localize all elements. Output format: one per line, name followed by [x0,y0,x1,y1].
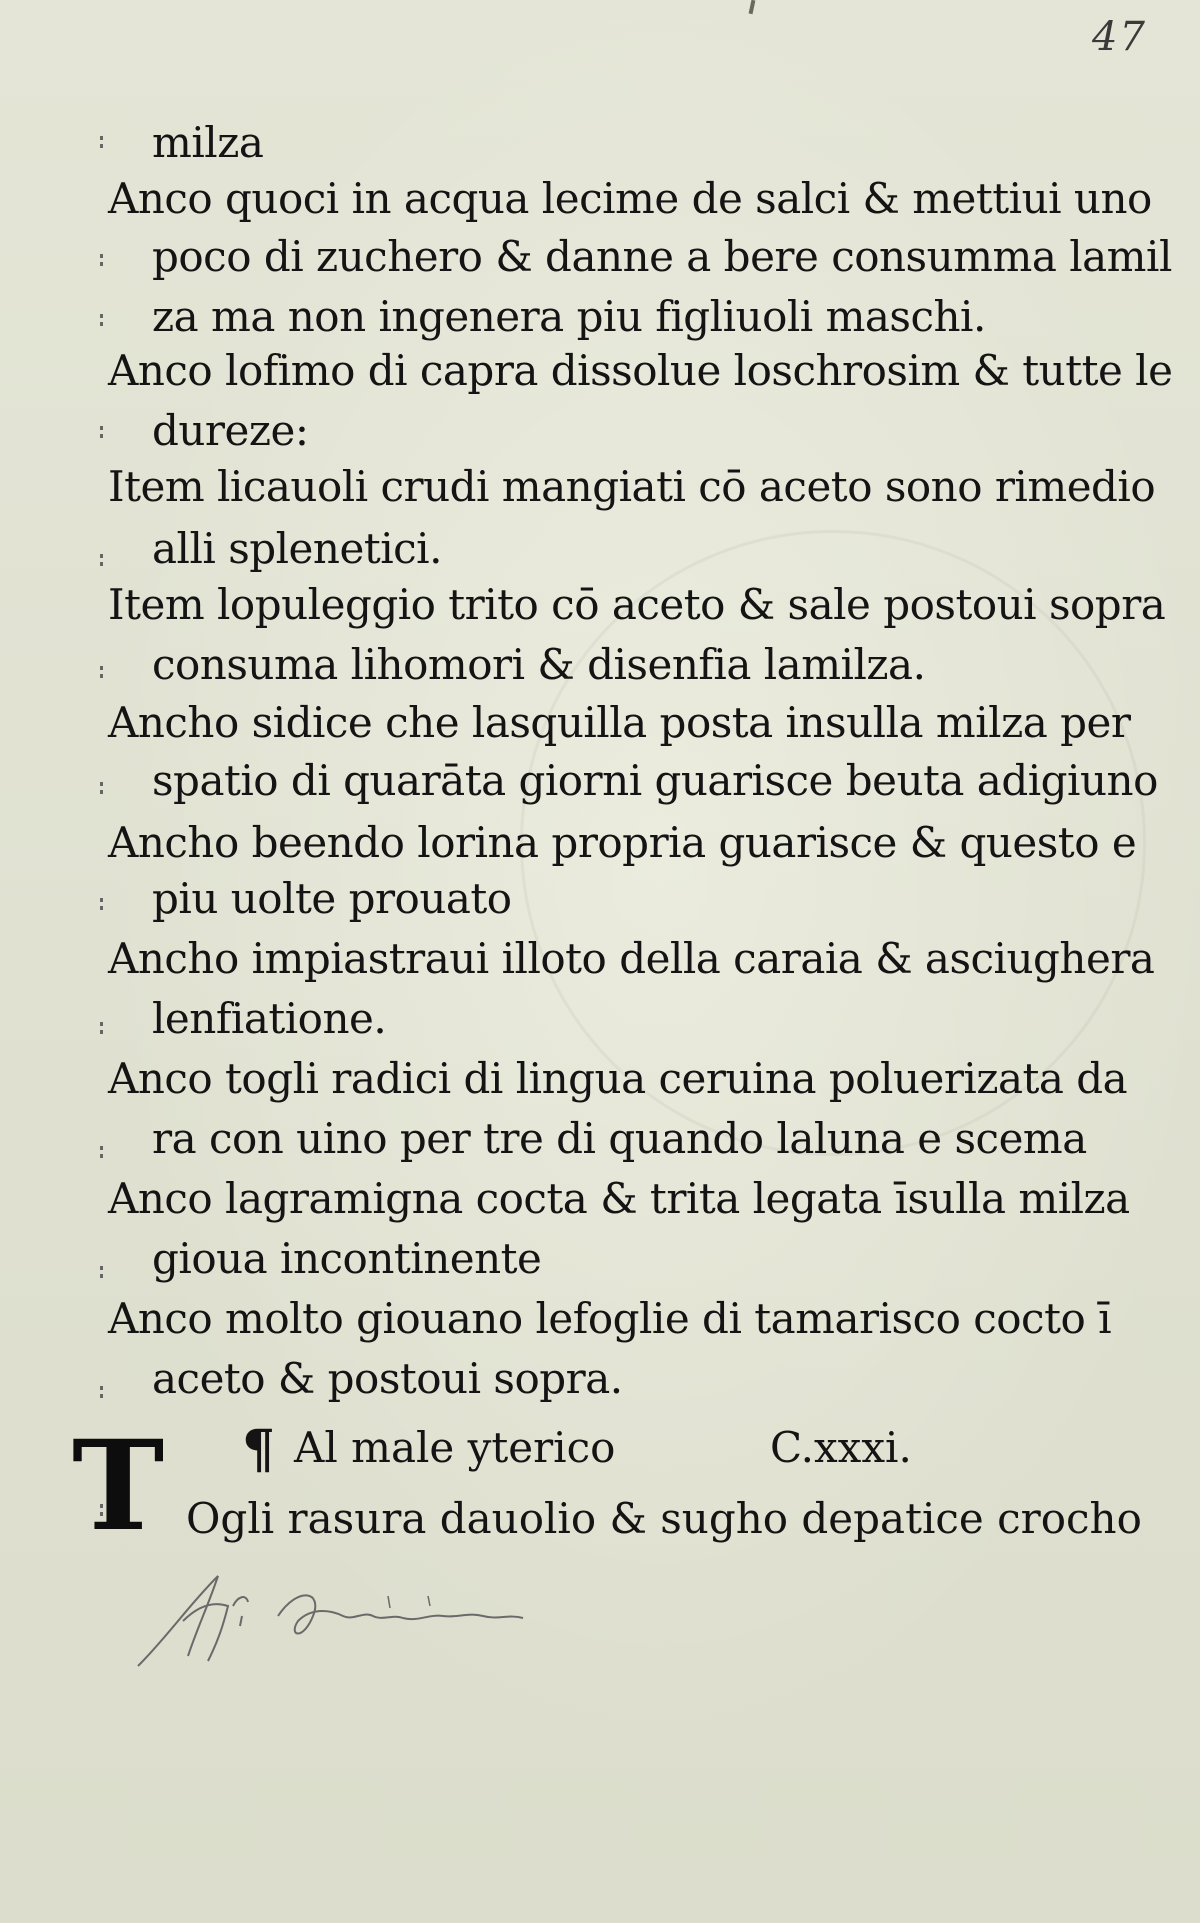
text-line: Anco quoci in acqua lecime de salci & mettiui uno [108,174,1152,223]
text-line: Item licauoli crudi mangiati cō aceto sono rimedio [108,462,1156,511]
margin-mark [100,1386,108,1398]
text-line: milza [152,118,264,167]
text-line: ra con uino per tre di quando laluna e scema [152,1114,1087,1163]
decorated-initial: T [72,1414,165,1559]
margin-mark [100,554,108,566]
text-line: Anco molto giouano lefoglie di tamarisco cocto ī [108,1294,1112,1343]
text-line: gioua incontinente [152,1234,542,1283]
margin-mark [100,782,108,794]
margin-mark [100,898,108,910]
margin-mark [100,254,108,266]
margin-mark [100,136,108,148]
text-line: poco di zuchero & danne a bere consumma lamil [152,232,1172,281]
text-line: aceto & postoui sopra. [152,1354,623,1403]
chapter-number: C.xxxi. [770,1423,912,1472]
text-line: Anco togli radici di lingua ceruina poluerizata da [108,1054,1128,1103]
margin-mark [100,666,108,678]
margin-mark [100,426,108,438]
text-line: piu uolte prouato [152,874,512,923]
margin-mark [100,1022,108,1034]
text-line: alli splenetici. [152,524,442,573]
text-line: consuma lihomori & disenfia lamilza. [152,640,926,689]
text-line: Item lopuleggio trito cō aceto & sale postoui sopra [108,580,1166,629]
text-line: Anco lagramigna cocta & trita legata īsulla milza [108,1174,1130,1223]
margin-mark [100,314,108,326]
text-line: lenfiatione. [152,994,387,1043]
text-line: za ma non ingenera piu figliuoli maschi. [152,292,986,341]
text-line: Ancho impiastraui illoto della caraia & asciughera [108,934,1155,983]
margin-mark [100,1146,108,1158]
text-line: Anco lofimo di capra dissolue loschrosim & tutte le [108,346,1173,395]
margin-mark [100,1266,108,1278]
text-line: Ancho sidice che lasquilla posta insulla milza per [108,698,1131,747]
chapter-title: Al male yterico [294,1423,616,1472]
ink-mark [749,0,756,14]
text-line: Ancho beendo lorina propria guarisce & questo e [108,818,1137,867]
folio-number: 47 [1092,14,1147,60]
pilcrow-icon: ¶ [242,1419,276,1480]
handwritten-signature [128,1566,648,1676]
text-line: spatio di quarāta giorni guarisce beuta adigiuno [152,756,1158,805]
text-line: dureze: [152,406,309,455]
text-line: Ogli rasura dauolio & sugho depatice crocho [186,1494,1142,1543]
